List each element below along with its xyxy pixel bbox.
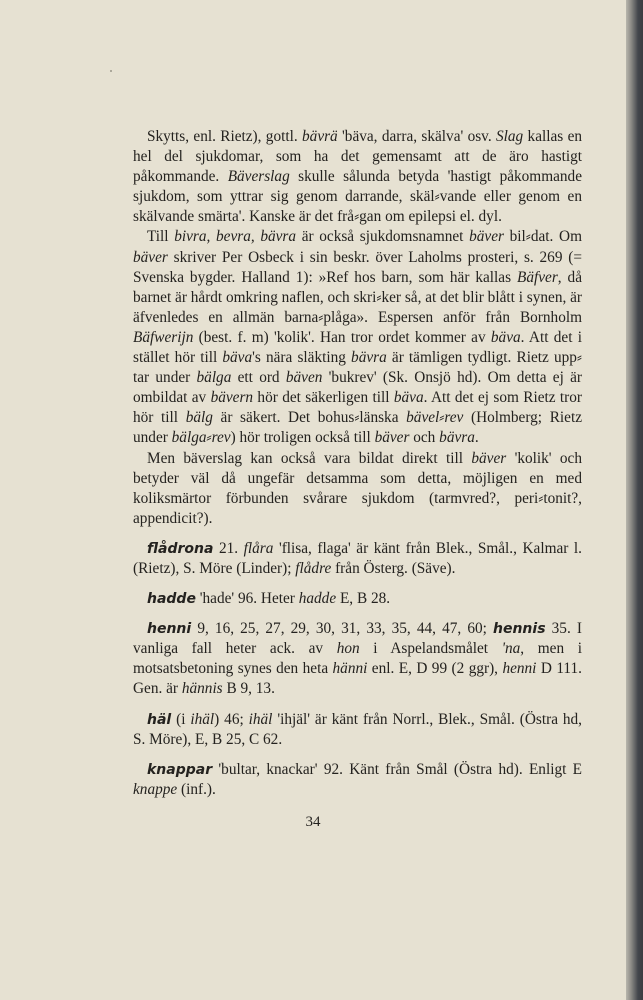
entry-flådrona: flådrona 21. flåra 'flisa, flaga' är känt från Blek., Smål., Kalmar l. (Rietz), S. Möre (Linder); flådre från Österg. (Säve). [133,539,582,577]
book-edge [626,0,643,1000]
paragraph-bäverslag-meaning: Skytts, enl. Rietz), gottl. bävrä 'bäva, darra, skälva' osv. Slag kallas en hel del sjukdomar, som ha det gemensamt att de äro hastigt påkommande. Bäverslag skulle sålunda betyda 'hastigt påkommande sjukdom, som yttrar sig genom darrande, skäl⸗vande eller genom en skälvande smärta'. Kanske är det frå⸗gan om epilepsi el. dyl. [133,128,583,226]
paper-speck [110,70,112,72]
entry-henni: henni 9, 16, 25, 27, 29, 30, 31, 33, 35, 44, 47, 60; hennis 35. I vanliga fall heter ack. av hon i Aspelandsmålet 'na, men i motsatsbetoning synes den heta hänni enl. E, D 99 (2 ggr), henni D 111. Gen. är hännis B 9, 13. [133,620,582,698]
page-number: 34 [305,814,321,830]
entry-hadde: hadde 'hade' 96. Heter hadde E, B 28. [147,590,391,608]
body-text [133,127,582,800]
entry-knappar: knappar 'bultar, knackar' 92. Känt från Smål (Östra hd). Enligt E knappe (inf.). [133,760,582,798]
entry-häl: häl (i ihäl) 46; ihäl 'ihjäl' är känt från Norrl., Blek., Smål. (Östra hd, S. Möre), E, B 25, C 62. [133,710,583,748]
paragraph-bäver-sickness: Till bivra, bevra, bävra är också sjukdomsnamnet bäver bil⸗dat. Om bäver skriver Per Osbeck i sin beskr. över Laholms prosteri, s. 269 (= Svenska bygder. Halland 1): »Ref hos barn, som här kallas Bäfver, då barnet är hårdt omkring naflen, och skri⸗ker så, at det blir blått i synen, är äfvenledes en allmän barna⸗plåga». Espersen anför från Bornholm Bäfwerijn (best. f. m) 'kolik'. Han tror ordet kommer av bäva. Att det i stället hör till bäva's nära släkting bävra är tämligen tydligt. Rietz upp⸗tar under bälga ett ord bäven 'bukrev' (Sk. Onsjö hd). Om detta ej är ombildat av bävern hör det säkerligen till bäva. Att det ej som Rietz tror hör till bälg är säkert. Det bohus⸗länska bävel⸗rev (Holmberg; Rietz under bälga⸗rev) hör troligen också till bäver och bävra. [133,228,582,447]
paragraph-bäverslag-direct: Men bäverslag kan också vara bildat direkt till bäver 'kolik' och betyder väl då ungefär detsamma som detta, möjligen en med koliksmärtor förbunden svårare sjukdom (tarmvred?, peri⸗tonit?, appendicit?). [133,449,582,527]
